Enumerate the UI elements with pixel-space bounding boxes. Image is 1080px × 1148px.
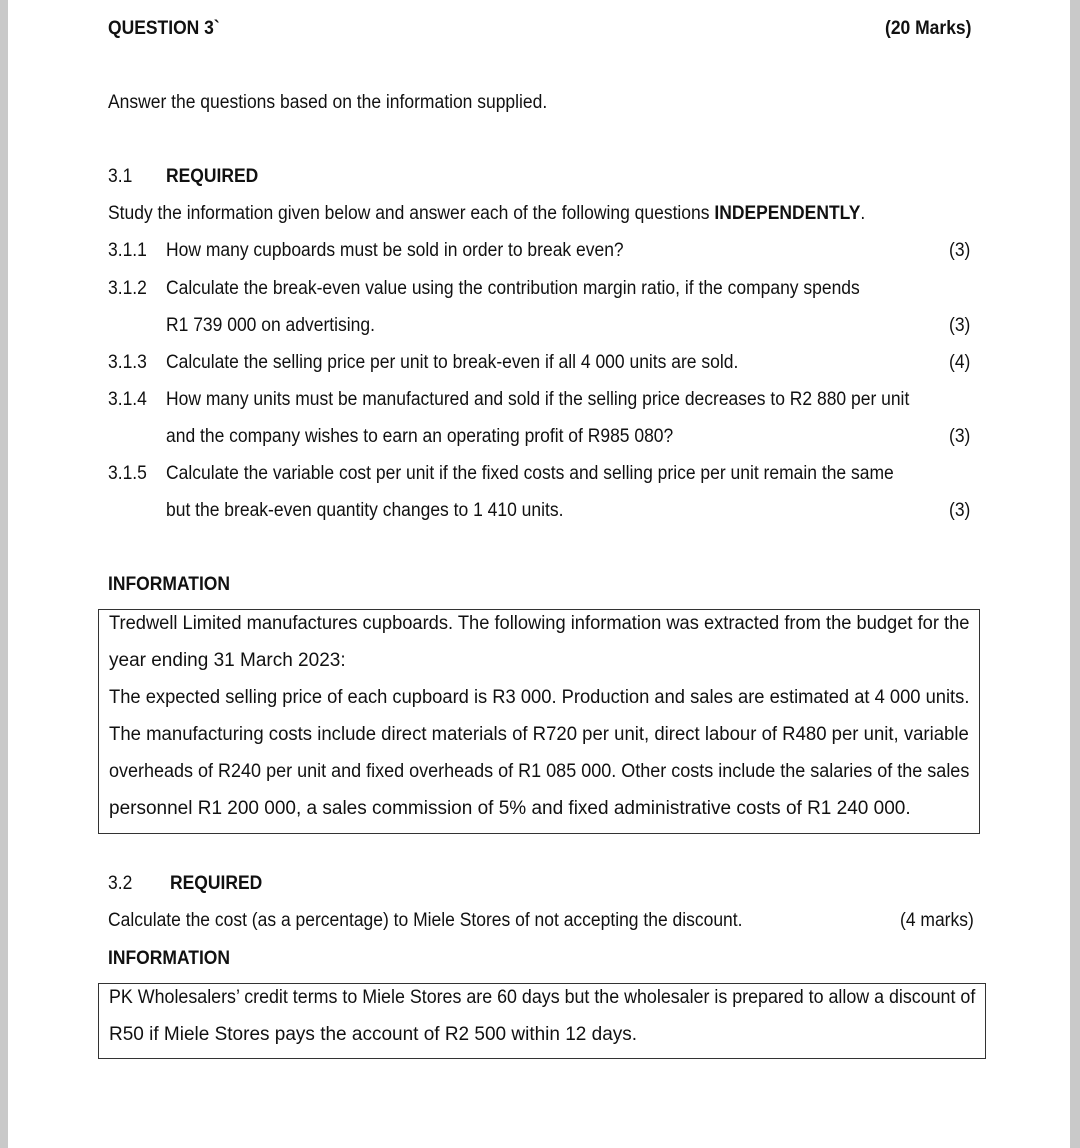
q-3-1-2-text-line2: R1 739 000 on advertising. <box>166 315 375 336</box>
info-line: R50 if Miele Stores pays the account of R2 500 within 12 days. <box>109 1024 638 1045</box>
section-3-1-info-heading: INFORMATION <box>108 574 231 595</box>
info-line: personnel R1 200 000, a sales commission of 5% and fixed administrative costs of R1 240 000. <box>109 798 911 819</box>
q-3-1-4-number: 3.1.4 <box>108 389 147 410</box>
q-3-1-4-marks: (3) <box>949 426 971 447</box>
q-3-1-2-marks: (3) <box>949 315 971 336</box>
section-3-2-question: Calculate the cost (as a percentage) to Miele Stores of not accepting the discount. <box>108 910 743 931</box>
question-title: QUESTION 3` <box>108 18 220 39</box>
q-3-1-1-number: 3.1.1 <box>108 240 147 261</box>
q-3-1-2-text-line1: Calculate the break-even value using the contribution margin ratio, if the company spends <box>166 278 860 299</box>
q-3-1-5-text-line2: but the break-even quantity changes to 1 410 units. <box>166 500 564 521</box>
q-3-1-4-text-line2: and the company wishes to earn an operating profit of R985 080? <box>166 426 674 447</box>
document-page <box>8 0 1070 1148</box>
info-line: The manufacturing costs include direct materials of R720 per unit, direct labour of R480 per unit, variable <box>109 724 969 745</box>
section-3-1-number: 3.1 <box>108 166 133 187</box>
info-line: year ending 31 March 2023: <box>109 650 346 671</box>
q-3-1-3-text: Calculate the selling price per unit to break-even if all 4 000 units are sold. <box>166 352 739 373</box>
section-3-1-info-box <box>98 609 980 834</box>
section-3-1-heading: REQUIRED <box>166 166 259 187</box>
section-3-2-heading: REQUIRED <box>170 873 263 894</box>
q-3-1-5-number: 3.1.5 <box>108 463 147 484</box>
q-3-1-3-marks: (4) <box>949 352 971 373</box>
q-3-1-2-number: 3.1.2 <box>108 278 147 299</box>
q-3-1-3-number: 3.1.3 <box>108 352 147 373</box>
q-3-1-1-marks: (3) <box>949 240 971 261</box>
section-3-2-info-heading: INFORMATION <box>108 948 231 969</box>
info-line: PK Wholesalers’ credit terms to Miele Stores are 60 days but the wholesaler is prepared to allow a discount of <box>109 987 976 1008</box>
info-line: The expected selling price of each cupboard is R3 000. Production and sales are estimated at 4 000 units. <box>109 687 970 708</box>
q-3-1-1-text: How many cupboards must be sold in order to break even? <box>166 240 624 261</box>
section-3-1-instruction: Study the information given below and answer each of the following questions INDEPENDENTLY. <box>108 203 866 224</box>
q-3-1-4-text-line1: How many units must be manufactured and sold if the selling price decreases to R2 880 per unit <box>166 389 910 410</box>
section-3-2-marks: (4 marks) <box>900 910 974 931</box>
question-total-marks: (20 Marks) <box>885 18 972 39</box>
info-line: Tredwell Limited manufactures cupboards. The following information was extracted from the budget for the <box>109 613 970 634</box>
q-3-1-5-text-line1: Calculate the variable cost per unit if the fixed costs and selling price per unit remain the same <box>166 463 894 484</box>
intro-text: Answer the questions based on the information supplied. <box>108 92 548 113</box>
section-3-2-info-box <box>98 983 986 1059</box>
info-line: overheads of R240 per unit and fixed overheads of R1 085 000. Other costs include the salaries of the sales <box>109 761 970 782</box>
q-3-1-5-marks: (3) <box>949 500 971 521</box>
section-3-2-number: 3.2 <box>108 873 133 894</box>
